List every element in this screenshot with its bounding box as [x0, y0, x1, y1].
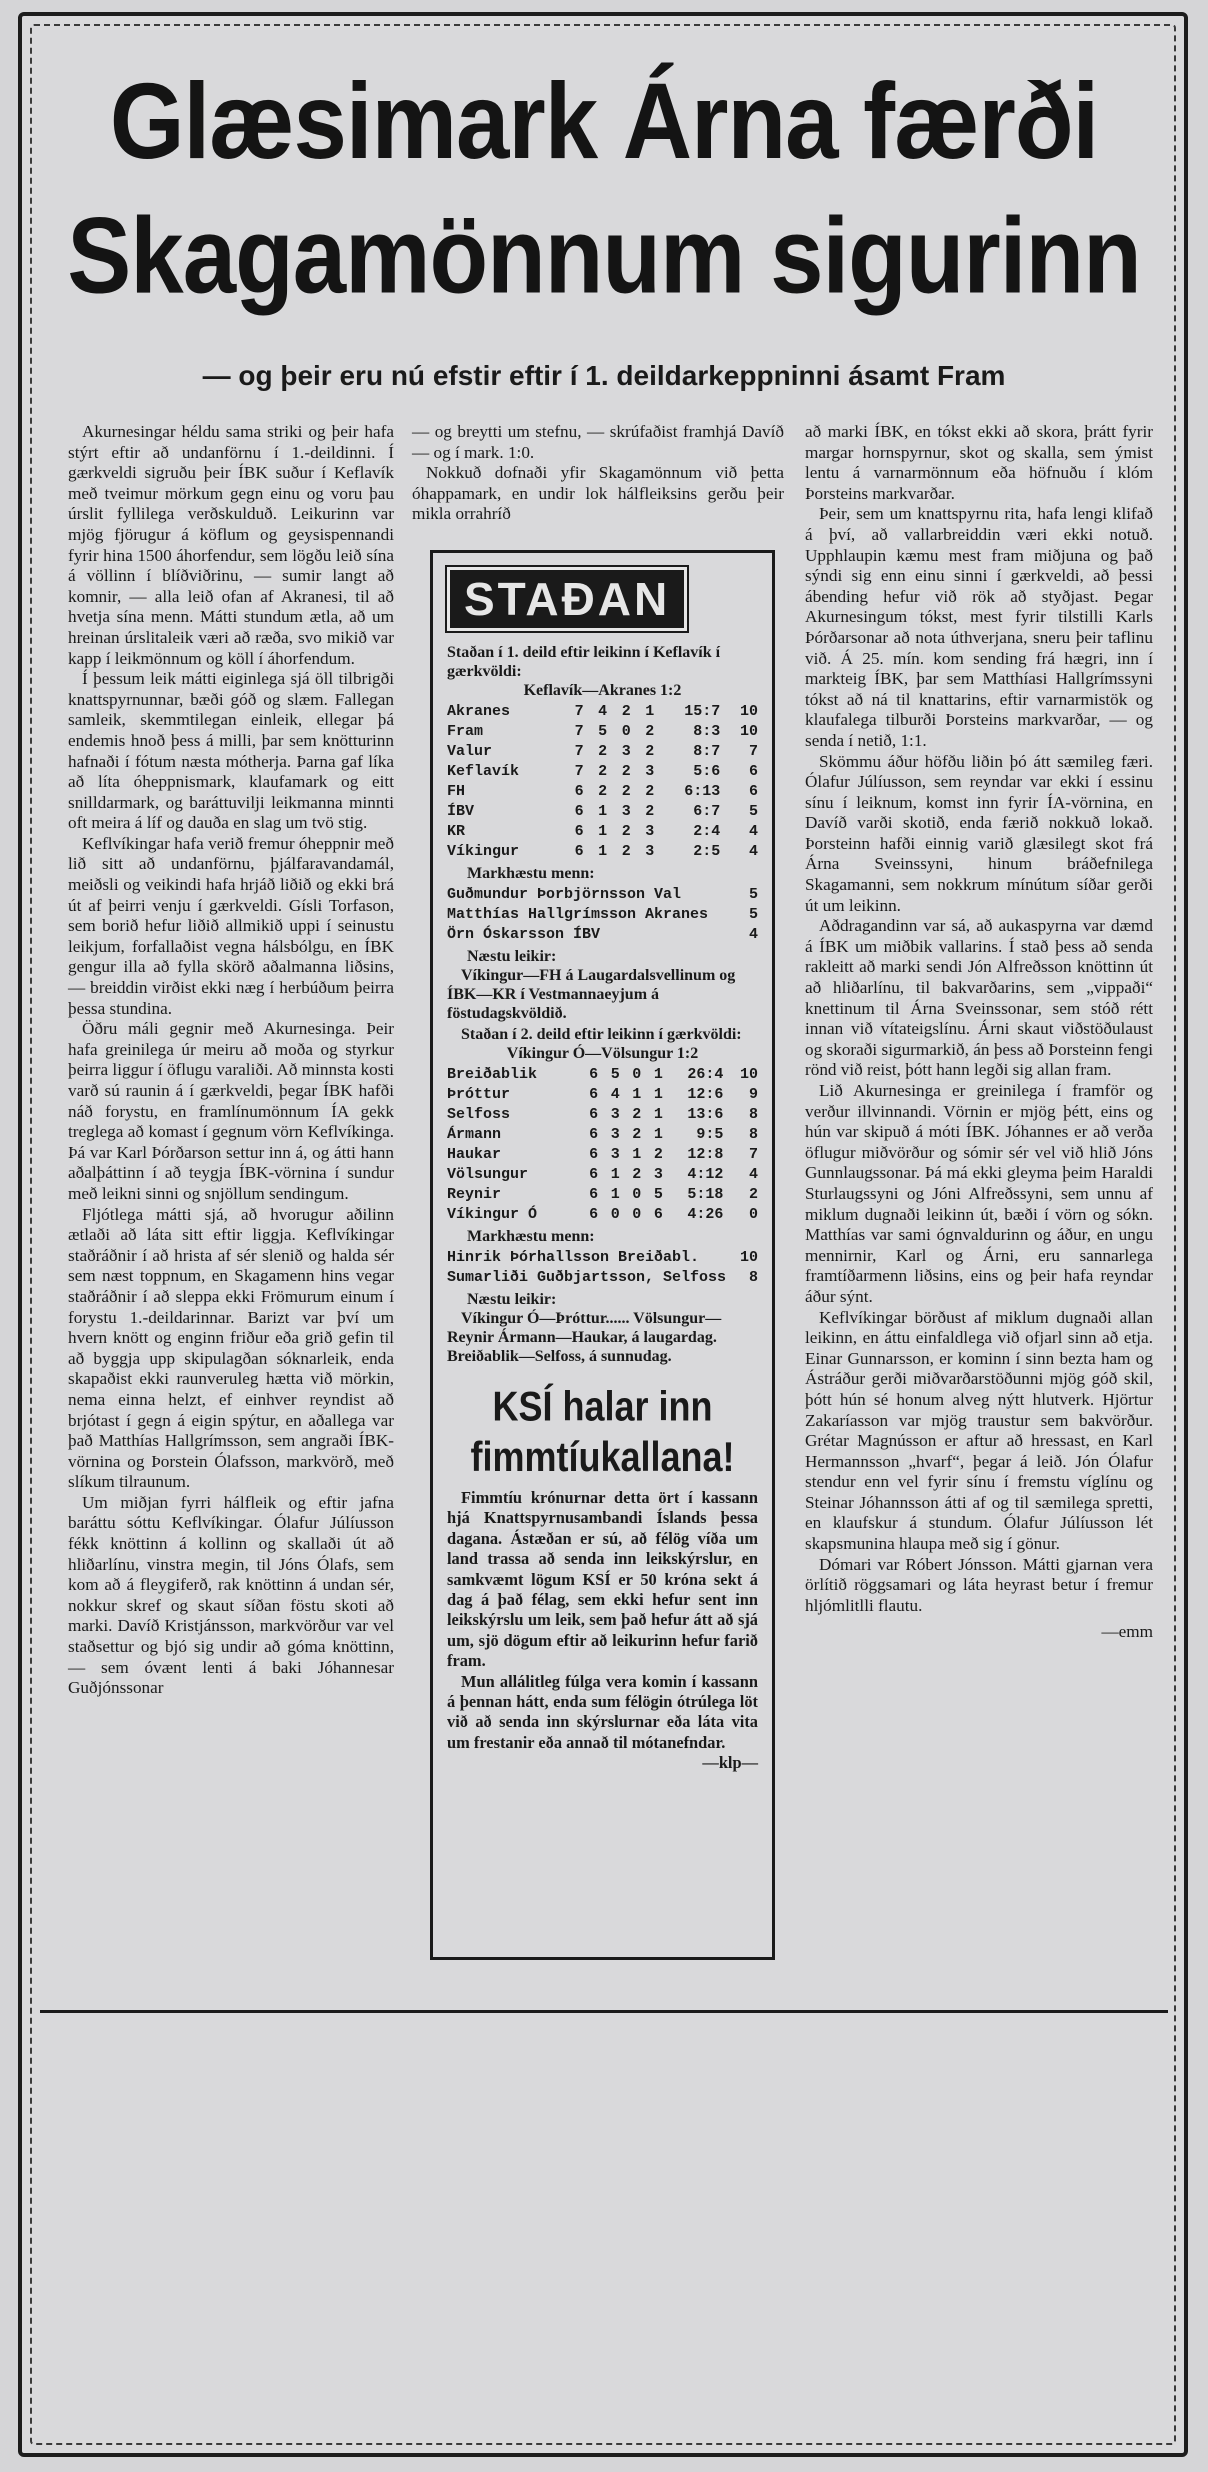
table-cell-value: 6	[589, 1146, 599, 1163]
table-cell-value: 4	[610, 1086, 620, 1103]
table-cell-value: 6	[589, 1106, 599, 1123]
table-cell-value: 7	[574, 763, 584, 780]
table-cell-name: Víkingur Ó	[447, 1206, 538, 1223]
bottom-rule	[40, 2010, 1168, 2013]
table-cell-value: 2	[632, 1106, 642, 1123]
table-row	[447, 702, 758, 722]
table-cell-name: Örn Óskarsson ÍBV	[447, 926, 601, 943]
table-cell-value: 12:6	[687, 1086, 724, 1103]
table-row	[447, 1085, 758, 1105]
table-cell-value: 4	[748, 1166, 758, 1183]
paragraph: Mun allálitleg fúlga vera komin í kassann á þennan hátt, enda sum félögin ótrúlega löt við að senda inn skýrslurnar eða láta vita um frestanir eða annað til mótanefndar.	[447, 1671, 758, 1752]
table-cell-name: Keflavík	[447, 763, 520, 780]
table-cell-value: 5	[598, 723, 608, 740]
table-cell-value: 2	[621, 703, 631, 720]
table-cell-value: 2	[632, 1126, 642, 1143]
headline-line-1: Glæsimark Árna færði	[109, 61, 1099, 182]
table-cell-value: 10	[739, 723, 758, 740]
table-row	[447, 742, 758, 762]
table-cell-value: 9:5	[696, 1126, 724, 1143]
table-row	[447, 782, 758, 802]
table-cell-value: 2:5	[693, 843, 721, 860]
table-cell-value: 15:7	[684, 703, 721, 720]
table-cell-value: 2	[645, 743, 655, 760]
table-cell-value: 9	[748, 1086, 758, 1103]
div2-scorers	[447, 1248, 758, 1288]
table-cell-name: Breiðablik	[447, 1066, 538, 1083]
standings-title: STAÐAN	[447, 567, 687, 631]
table-cell-name: Völsungur	[447, 1166, 529, 1183]
table-cell-value: 5	[748, 803, 758, 820]
paragraph: — og breytti um stefnu, — skrúfaðist framhjá Davíð — og í mark. 1:0.	[412, 422, 784, 462]
table-cell-value: 6	[748, 783, 758, 800]
table-cell-name: Haukar	[447, 1146, 502, 1163]
paragraph: Lið Akurnesinga er greinilega í framför og verður illvinnandi. Vörnin er mjög þétt, eins og hún var skipuð á móti ÍBK. Jóhannes er að verða öflugur miðvörður og sómir sér vel við hlið Jóns Gunnlaugssonar. Þá má ekki gleyma þeim Haraldi Sturlaugssyni og Jóni Alfreðssyni, sem unnu af miklum dugnaði leikinn út, bæði í vörn og sókn. Matthías var sami ógnvaldurinn og áður, en ungu mennirnir, Karl og Árni, eru sannarlega framtíðarmenn liðsins, eins og þeir hafa reyndar áður sýnt.	[805, 1081, 1153, 1306]
table-row	[447, 802, 758, 822]
div2-table	[447, 1065, 758, 1225]
table-cell-value: 2	[598, 783, 608, 800]
div1-table	[447, 702, 758, 862]
table-cell-value: 10	[739, 703, 758, 720]
table-row	[447, 762, 758, 782]
paragraph: að marki ÍBK, en tókst ekki að skora, þrátt fyrir margar hornspyrnur, skot og skalla, sem ýmist lentu á varnarmönnum eða höfnuðu í klóm Þorsteins markvarðar.	[805, 422, 1153, 503]
table-cell-value: 0	[632, 1206, 642, 1223]
headline-line-2: Skagamönnum sigurinn	[67, 196, 1141, 316]
table-cell-value: 4	[748, 926, 758, 943]
table-cell-value: 12:8	[687, 1146, 724, 1163]
table-cell-value: 2	[653, 1146, 663, 1163]
table-cell-value: 7	[748, 1146, 758, 1163]
table-cell-value: 1	[610, 1166, 620, 1183]
table-cell-value: 3	[653, 1166, 663, 1183]
div1-next: Víkingur—FH á Laugardalsvellinum og ÍBK—KR í Vestmannaeyjum á föstudagskvöldið.	[447, 967, 736, 1022]
table-cell-value: 6	[574, 783, 584, 800]
table-cell-value: 4	[598, 703, 608, 720]
div1-next-title: Næstu leikir:	[467, 948, 557, 965]
table-cell-name: ÍBV	[447, 803, 475, 820]
table-cell-value: 4	[748, 843, 758, 860]
table-cell-value: 2	[621, 843, 631, 860]
article-signature: —emm	[1101, 1622, 1153, 1642]
table-cell-name: FH	[447, 783, 466, 800]
table-cell-value: 6	[589, 1166, 599, 1183]
table-cell-value: 2	[632, 1166, 642, 1183]
table-cell-value: 6	[589, 1186, 599, 1203]
table-cell-value: 2	[645, 803, 655, 820]
table-cell-value: 5	[748, 906, 758, 923]
table-cell-value: 4:26	[687, 1206, 724, 1223]
table-row	[447, 722, 758, 742]
table-cell-value: 0	[632, 1066, 642, 1083]
table-cell-value: 2	[748, 1186, 758, 1203]
ksi-headline: KSÍ halar inn fimmtíukallana!	[470, 1382, 735, 1481]
article-column-2	[412, 422, 784, 525]
div1-scorers	[447, 885, 758, 945]
table-cell-value: 2	[621, 763, 631, 780]
table-cell-value: 1	[632, 1146, 642, 1163]
table-cell-value: 5:18	[687, 1186, 724, 1203]
table-cell-name: Víkingur	[447, 843, 520, 860]
table-cell-value: 7	[574, 723, 584, 740]
table-cell-name: Fram	[447, 723, 484, 740]
table-cell-value: 8	[748, 1106, 758, 1123]
paragraph: Öðru máli gegnir með Akurnesinga. Þeir hafa greinilega úr meiru að moða og styrkur þeirra liggur í öflugu varaliði. Að minnsta kosti varð sú raunin á í gærkveldi, þegar ÍBK hafði náð forystu, en framlínumönnum ÍA gekk treglega að komast í gegnum vörn Keflvíkinga. Þá var Karl Þórðarson settur inn á, og átti hann aðalþáttinn í að teygja ÍBK-vörnina í sundur með leikni sinni og snjöllum sendingum.	[68, 1019, 394, 1203]
table-row	[447, 822, 758, 842]
subheadline: — og þeir eru nú efstir eftir í 1. deildarkeppninni ásamt Fram	[202, 360, 1006, 391]
paragraph: Í þessum leik mátti eiginlega sjá öll tilbrigði knattspyrnunnar, bæði góð og slæm. Fallegan samleik, skemmtilegan einleik, ellegar þá endemis hnoð þess á milli, þar sem knötturinn hafnaði í fótum næsta mótherja. Þarna gaf líka að líta óheppnismark, klaufamark og eitt snilldarmark, og baráttuvilji leikmanna minnti oft meira á líf og dauða en slag um tvö stig.	[68, 669, 394, 833]
table-cell-value: 2	[598, 763, 608, 780]
table-cell-value: 2	[645, 783, 655, 800]
paragraph: Keflvíkingar börðust af miklum dugnaði allan leikinn, en áttu einfaldlega við ofjarl sinn að etja. Einar Gunnarsson, er kominn í sinn bezta ham og Ástráður gerði miðvarðarstöðunni mjög góð skil, þótt hún sé honum alveg nýtt hlutverk. Hjörtur Zakaríasson var mjög traustur sem bakvörður. Grétar Magnússon er aftur að hressast, en Karl Hermannsson „hvarf“, þegar á leið. Jón Ólafur stendur enn vel fyrir sínu í fremstu víglínu og Steinar Jóhannsson átti af og til sæmilega spretti, en klaufskur á stundum. Ólafur Júlíusson lét skapsmunina hlaupa með sig í gönur.	[805, 1307, 1153, 1554]
table-cell-value: 0	[621, 723, 631, 740]
table-cell-name: Þróttur	[447, 1086, 511, 1103]
table-row	[447, 1105, 758, 1125]
table-cell-value: 5	[610, 1066, 620, 1083]
table-row	[447, 885, 758, 905]
ksi-signature: —klp—	[702, 1753, 758, 1773]
table-cell-value: 1	[653, 1126, 663, 1143]
table-cell-value: 8	[748, 1269, 758, 1286]
table-row	[447, 1145, 758, 1165]
table-row	[447, 1185, 758, 1205]
table-cell-name: Selfoss	[447, 1106, 511, 1123]
paragraph: Nokkuð dofnaði yfir Skagamönnum við þetta óhappamark, en undir lok hálfleiksins gerðu þeir mikla orrahríð	[412, 463, 784, 524]
paragraph: Keflvíkingar hafa verið fremur óheppnir með lið sitt að undanförnu, þjálfaravandamál, meiðsli og veikindi hafa hrjáð liðið og ekki brá út af þeirri venju í gærkveldi. Gísli Torfason, sem borið hefur liðið allmikið uppi í seinustu leikjum, forfallaðist vegna hálsbólgu, en ÍBK gengur illa að fylla skörð aðalmanna liðsins, — breiddin virðist ekki næg í herbúðum þeirra þessa stundina.	[68, 833, 394, 1018]
table-row	[447, 1125, 758, 1145]
table-cell-value: 6	[574, 803, 584, 820]
table-cell-name: Valur	[447, 743, 493, 760]
paragraph: Fljótlega mátti sjá, að hvorugur aðilinn ætlaði að láta sitt eftir liggja. Keflvíkingar staðráðnir í að hrista af sér slenið og halda sér sem næst toppnum, en Skagamenn hins vegar staðráðnir í að sleppa ekki Frömurum einum í forystu 1.-deildarinnar. Barizt var því um hvern knött og enginn friður eða grið gefin til að byggja upp skipulagðan sóknarleik, enda skapaðist ekki raunveruleg hætta við mörkin, nema einna helzt, ef einhver reyndist að brjótast í gegn á eigin spýtur, en aðallega var það Matthías Hallgrímsson, sem angraði ÍBK-vörnina og Þorstein Ólafsson, markvörð, með slíkum tilraunum.	[68, 1204, 394, 1492]
div2-result: Víkingur Ó—Völsungur 1:2	[506, 1045, 699, 1062]
table-cell-value: 1	[598, 823, 608, 840]
ksi-body	[447, 1488, 758, 1774]
table-cell-value: 2	[621, 823, 631, 840]
table-cell-value: 6:7	[693, 803, 721, 820]
table-cell-name: Reynir	[447, 1186, 502, 1203]
table-cell-name: Ármann	[447, 1126, 502, 1143]
table-cell-value: 7	[574, 703, 584, 720]
table-cell-value: 6	[589, 1086, 599, 1103]
table-cell-value: 1	[645, 703, 655, 720]
table-cell-value: 8:3	[693, 723, 721, 740]
table-cell-value: 7	[574, 743, 584, 760]
table-cell-value: 10	[739, 1249, 758, 1266]
table-cell-value: 1	[610, 1186, 620, 1203]
table-cell-name: Matthías Hallgrímsson Akranes	[447, 906, 709, 923]
table-row	[447, 1205, 758, 1225]
div1-intro: Staðan í 1. deild eftir leikinn í Keflavík í gærkvöldi:	[447, 644, 721, 680]
table-cell-value: 3	[610, 1126, 620, 1143]
table-cell-value: 0	[610, 1206, 620, 1223]
table-cell-name: Hinrik Þórhallsson Breiðabl.	[447, 1249, 700, 1266]
table-cell-value: 1	[653, 1086, 663, 1103]
paragraph: Akurnesingar héldu sama striki og þeir hafa stýrt eftir að undanförnu í 1.-deildinni. Í gærkveldi sigruðu þeir ÍBK suður í Keflavík með tveimur mörkum gegn einu og voru þau úrslit fyllilega verðskulduð. Leikurinn var mjög fjörugur á köflum og geysispennandi fyrir hina 1500 áhorfendur, sem lögðu leið sína á völlinn í blíðviðrinu, — sumir langt að komnir, — alla leið ofan af Akranesi, til að hvetja sína menn. Mátti stundum ætla, að um hreinan úrslitaleik væri að ræða, svo mikið var kapp í leikmönnum og köll í áhorfendum.	[68, 422, 394, 668]
div1-result: Keflavík—Akranes 1:2	[523, 682, 682, 699]
table-cell-value: 3	[621, 743, 631, 760]
table-cell-value: 3	[610, 1106, 620, 1123]
article-column-3	[805, 422, 1153, 1643]
table-cell-value: 1	[598, 803, 608, 820]
table-cell-value: 6	[589, 1206, 599, 1223]
table-cell-value: 2	[621, 783, 631, 800]
table-cell-value: 6	[589, 1066, 599, 1083]
table-row	[447, 1248, 758, 1268]
paragraph: Dómari var Róbert Jónsson. Mátti gjarnan vera örlítið röggsamari og láta heyrast betur í fremur hljómlitlli flautu.	[805, 1554, 1153, 1615]
table-cell-value: 3	[610, 1146, 620, 1163]
table-cell-value: 10	[739, 1066, 758, 1083]
div2-next: Víkingur Ó—Þróttur...... Völsungur—Reynir Ármann—Haukar, á laugardag. Breiðablik—Selfoss, á sunnudag.	[447, 1310, 722, 1365]
table-row	[447, 905, 758, 925]
table-cell-value: 6	[589, 1126, 599, 1143]
table-row	[447, 925, 758, 945]
table-cell-name: Guðmundur Þorbjörnsson Val	[447, 886, 682, 903]
table-cell-value: 2	[598, 743, 608, 760]
table-cell-value: 3	[621, 803, 631, 820]
table-cell-value: 1	[598, 843, 608, 860]
table-cell-value: 8	[748, 1126, 758, 1143]
table-cell-value: 26:4	[687, 1066, 724, 1083]
table-cell-value: 3	[645, 763, 655, 780]
paragraph: Skömmu áður höfðu liðin þó átt sæmileg færi. Ólafur Júlíusson, sem reyndar var ekki í essinu sínu í leiknum, komst inn fyrir ÍA-vörnina, en Davíð varði skotið, enda færið nokkuð lokað. Þorsteinn hafði einnig varið glæsilegt skot frá Árna Sveinssyni, hinum bráðefnilega Skagamanni, sem nokkrum mínútum síðar gerði út um leikinn.	[805, 751, 1153, 915]
table-cell-value: 0	[748, 1206, 758, 1223]
div1-scorers-title: Markhæstu menn:	[467, 865, 595, 882]
table-cell-value: 5	[653, 1186, 663, 1203]
table-cell-value: 4	[748, 823, 758, 840]
paragraph: Um miðjan fyrri hálfleik og eftir jafna baráttu sóttu Keflvíkingar. Ólafur Júlíusson fékk knöttinn á kollinn og skallaði út að hliðarlínu, vinstra megin, til Jóns Ólafs, sem kom að á fleygiferð, rak knöttinn á undan sér, nokkur skref og skaut síðan föstu skoti að marki. Davíð Kristjánsson, markvörður var vel staðsettur og bjó sig undir að góma knöttinn, — sem óvænt lenti á baki Jóhannesar Guðjónssonar	[68, 1492, 394, 1698]
paragraph: Fimmtíu krónurnar detta ört í kassann hjá Knattspyrnusambandi Íslands þessa dagana. Ástæðan er sú, að félög víða um land trassa að senda inn leikskýrslur, en samkvæmt lögum KSÍ er 50 króna sekt á dag á það félag, sem ekki hefur sent inn leikskýrslu um leik, sem það hefur átt að sjá um, sjö dögum eftir að leikurinn hefur farið fram.	[447, 1488, 758, 1671]
div2-scorers-title: Markhæstu menn:	[467, 1228, 595, 1245]
table-cell-value: 3	[645, 843, 655, 860]
table-cell-value: 1	[632, 1086, 642, 1103]
table-cell-value: 5:6	[693, 763, 721, 780]
table-cell-value: 5	[748, 886, 758, 903]
table-row	[447, 842, 758, 862]
table-cell-name: Sumarliði Guðbjartsson, Selfoss	[447, 1269, 727, 1286]
table-cell-value: 1	[653, 1066, 663, 1083]
table-cell-value: 6	[574, 843, 584, 860]
table-row	[447, 1165, 758, 1185]
div2-intro: Staðan í 2. deild eftir leikinn í gærkvöldi:	[461, 1026, 742, 1043]
standings-box	[430, 550, 775, 1960]
table-row	[447, 1268, 758, 1288]
table-cell-value: 7	[748, 743, 758, 760]
paragraph: Aðdragandinn var sá, að aukaspyrna var dæmd á ÍBK um miðbik vallarins. Í stað þess að senda rakleitt að marki sendi Jón Alfreðsson knöttinn út að hliðarlínu, til bakvarðarins, sem „vippaði“ knettinum til Árna Sveinssonar, sem stóð rétt innan við vítateigslínu. Árni skaut viðstöðulaust og skoraði sigurmarkið, án þess að Þorsteinn fengi rönd við reist, þótt hann legði sig allan fram.	[805, 916, 1153, 1080]
table-cell-name: KR	[447, 823, 466, 840]
article-column-1	[68, 422, 394, 1699]
table-cell-value: 2:4	[693, 823, 721, 840]
headline	[40, 55, 1168, 324]
table-cell-value: 8:7	[693, 743, 721, 760]
table-cell-value: 6:13	[684, 783, 721, 800]
table-cell-value: 6	[574, 823, 584, 840]
table-cell-value: 0	[632, 1186, 642, 1203]
table-cell-value: 4:12	[687, 1166, 724, 1183]
table-cell-value: 3	[645, 823, 655, 840]
table-cell-value: 13:6	[687, 1106, 724, 1123]
table-row	[447, 1065, 758, 1085]
table-cell-name: Akranes	[447, 703, 511, 720]
table-cell-value: 6	[748, 763, 758, 780]
table-cell-value: 2	[645, 723, 655, 740]
div2-next-title: Næstu leikir:	[467, 1291, 557, 1308]
paragraph: Þeir, sem um knattspyrnu rita, hafa lengi klifað á því, að vallarbreiddin væri ekki notuð. Upphlaupin kæmu mest fram miðjuna og það sýndi sig enn einu sinni í gærkveldi, að þessi ábending hefur við rök að styðjast. Þegar Akurnesingum tókst, mest fyrir tilstilli Karls Þórðarsonar að nota úthverjana, sneru þeir taflinu við. Á 25. mín. kom sending frá hægri, inn í markteig ÍBK, þar sem Matthíasi Hallgrímssyni tókst að ná til knattarins, eftir varnarmistök og klaufalega tilburði Þorsteins markvarðar, — og senda í netið, 1:1.	[805, 504, 1153, 750]
table-cell-value: 6	[653, 1206, 663, 1223]
table-cell-value: 1	[653, 1106, 663, 1123]
